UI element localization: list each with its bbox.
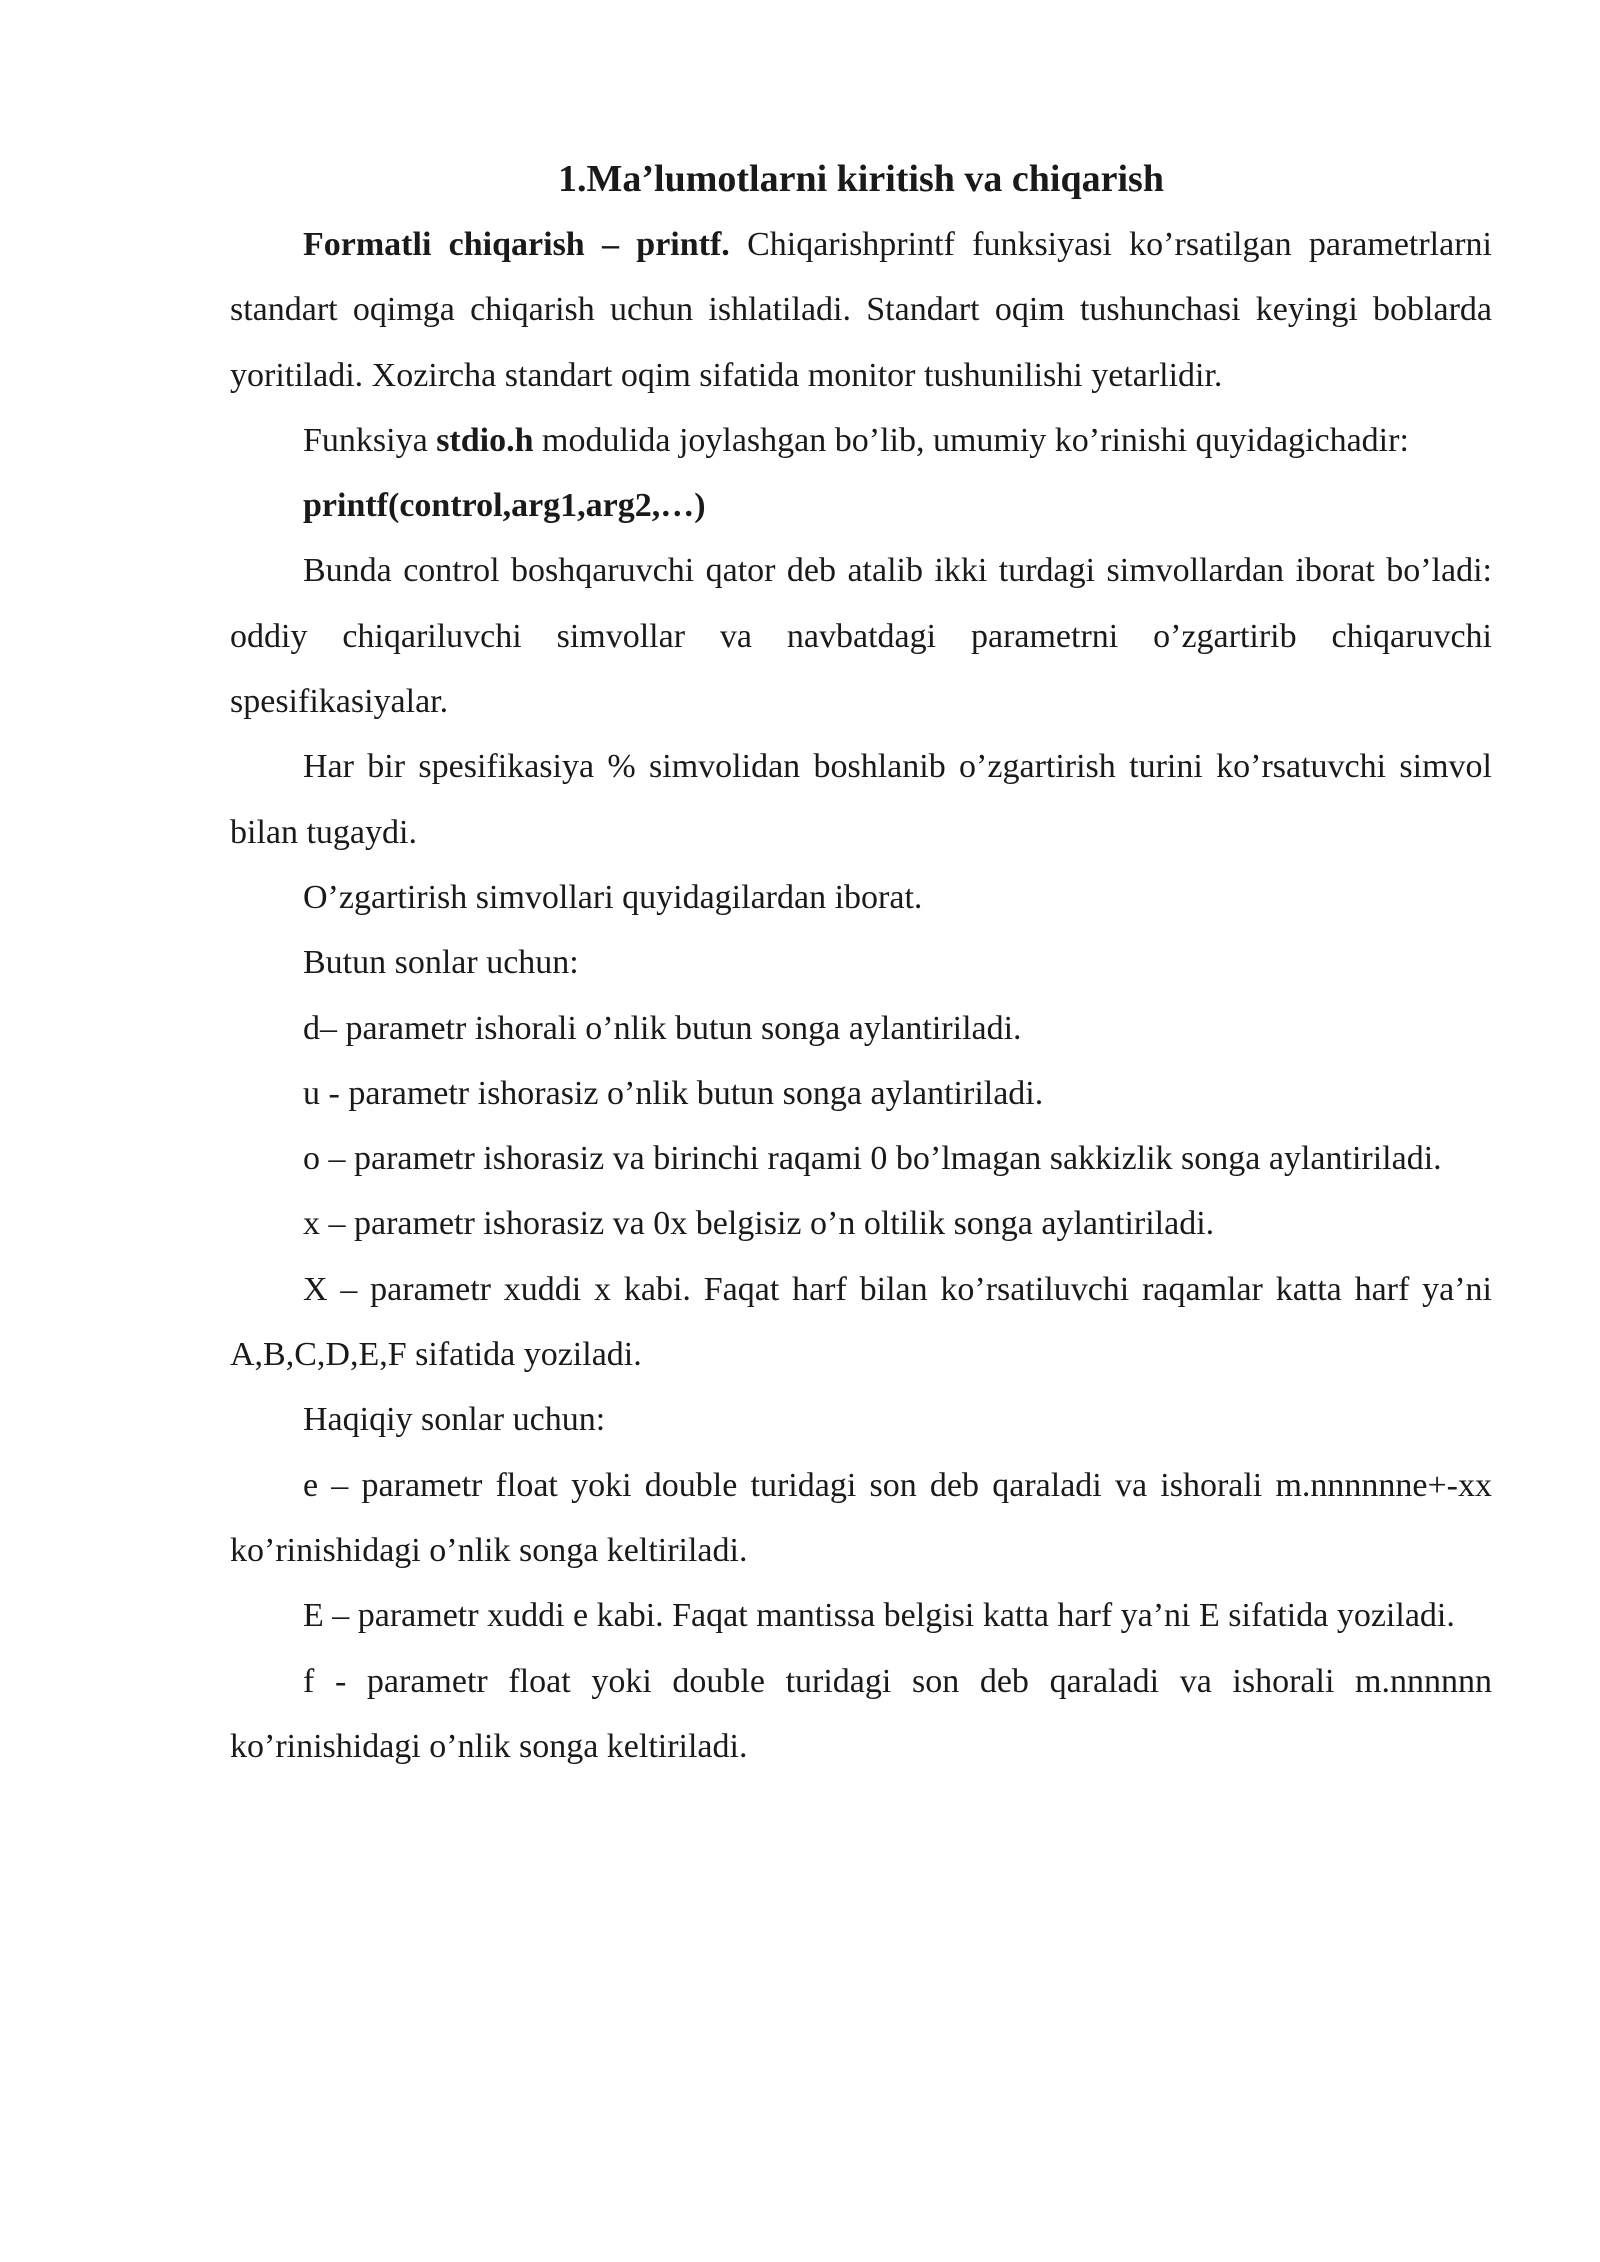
paragraph-printf-intro — [230, 212, 1492, 408]
module-name: stdio.h — [436, 421, 534, 459]
paragraph-module — [230, 408, 1492, 473]
spec-e: e – parametr float yoki double turidagi son deb qaraladi va ishorali m.nnnnnne+-xx ko’rinishidagi o’nlik songa keltiriladi. — [230, 1466, 1492, 1569]
document-page — [230, 148, 1492, 1779]
module-text-after: modulida joylashgan bo’lib, umumiy ko’rinishi quyidagichadir: — [533, 421, 1409, 459]
module-text-before: Funksiya — [303, 421, 437, 459]
spec-X: X – parametr xuddi x kabi. Faqat harf bilan ko’rsatiluvchi raqamlar katta harf ya’ni A,B,C,D,E,F sifatida yoziladi. — [230, 1270, 1492, 1374]
printf-intro-text: Chiqarishprintf funksiyasi ko’rsatilgan parametrlarni standart oqimga chiqarish uchun ishlatiladi. Standart oqim tushunchasi keyingi boblarda yoritiladi. Xozircha standart oqim sifatida monitor tushunilishi yetarlidir. — [230, 226, 1492, 394]
section-title: 1.Ma’lumotlarni kiritish va chiqarish — [558, 158, 1164, 200]
paragraph-control: Bunda control boshqaruvchi qator deb atalib ikki turdagi simvollardan iborat bo’ladi: oddiy chiqariluvchi simvollar va navbatdagi parametrni o’zgartirib chiqaruvchi spesifikasiyalar. — [230, 552, 1492, 721]
spec-f: f - parametr float yoki double turidagi son deb qaraladi va ishorali m.nnnnnn ko’rinishidagi o’nlik songa keltiriladi. — [230, 1662, 1492, 1765]
spec-o: o – parametr ishorasiz va birinchi raqami 0 bo’lmagan sakkizlik songa aylantiriladi. — [303, 1140, 1442, 1178]
printf-syntax — [230, 473, 1492, 538]
paragraph-specification: Har bir spesifikasiya % simvolidan boshlanib o’zgartirish turini ko’rsatuvchi simvol bilan tugaydi. — [230, 748, 1492, 851]
syntax-text: printf(control,arg1,arg2,…) — [303, 487, 706, 525]
paragraph-integers-heading: Butun sonlar uchun: — [303, 944, 579, 982]
paragraph-conversion-intro: O’zgartirish simvollari quyidagilardan iborat. — [303, 878, 923, 916]
spec-u: u - parametr ishorasiz o’nlik butun songa aylantiriladi. — [303, 1074, 1044, 1112]
spec-x: x – parametr ishorasiz va 0x belgisiz o’n oltilik songa aylantiriladi. — [303, 1205, 1215, 1243]
spec-E: E – parametr xuddi e kabi. Faqat mantissa belgisi katta harf ya’ni E sifatida yoziladi. — [303, 1597, 1455, 1635]
printf-heading: Formatli chiqarish – printf. — [303, 226, 730, 263]
paragraph-reals-heading: Haqiqiy sonlar uchun: — [303, 1401, 606, 1439]
spec-d: d– parametr ishorali o’nlik butun songa aylantiriladi. — [303, 1009, 1022, 1047]
